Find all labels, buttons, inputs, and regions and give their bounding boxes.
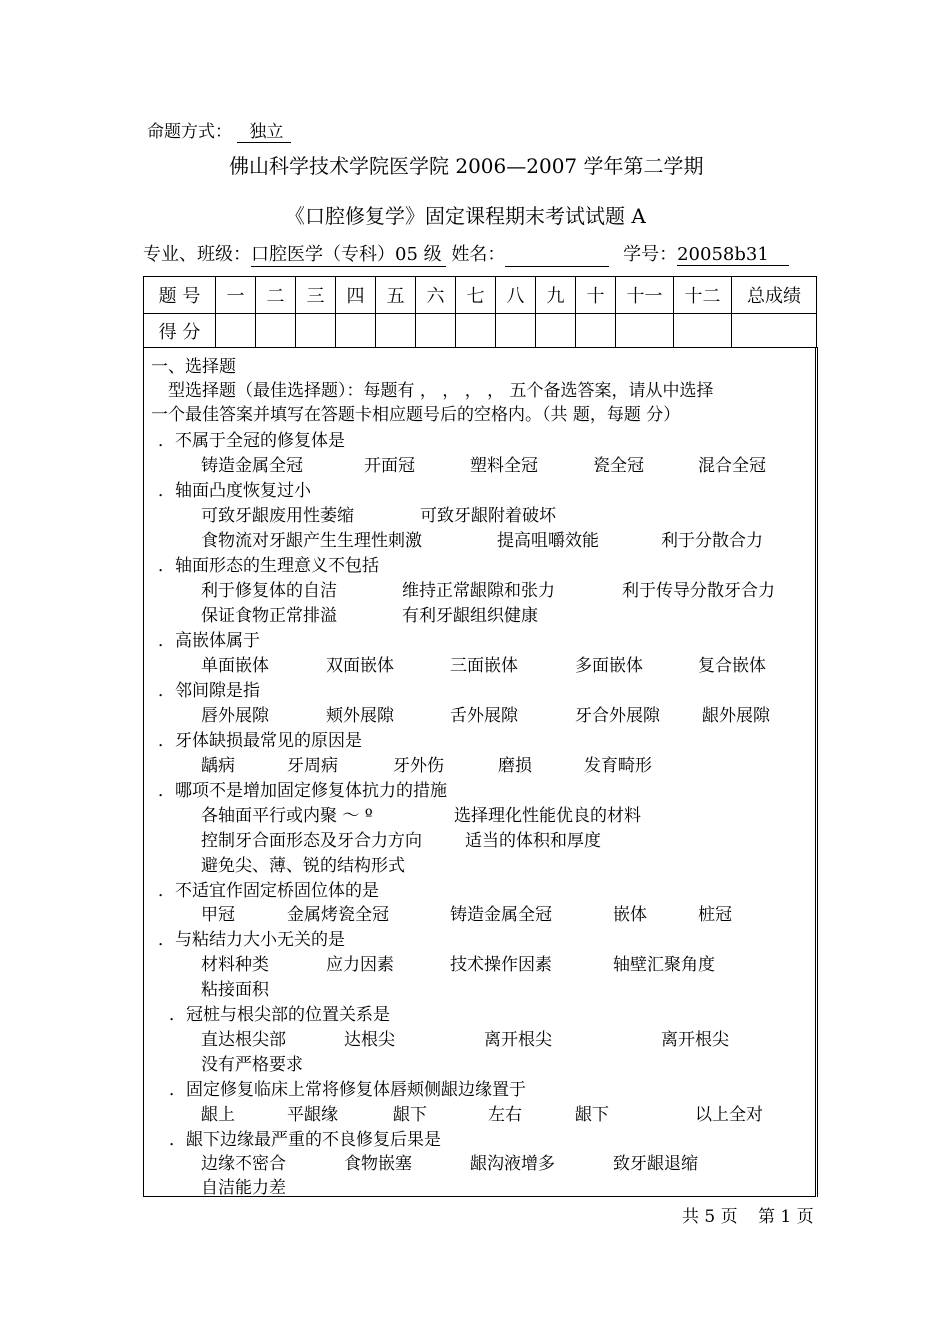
answer-option: 龈下 [393,1105,427,1125]
question-stem: ．高嵌体属于 [158,631,260,651]
answer-option: 龈沟液增多 [470,1154,555,1174]
answer-option: 食物流对牙龈产生生理性刺激 [201,531,422,551]
table-cell: 一 [216,277,256,314]
answer-option: 以上全对 [695,1105,763,1125]
score-cell[interactable] [376,314,416,348]
answer-option: 避免尖、薄、锐的结构形式 [201,856,405,876]
answer-option: 应力因素 [326,955,394,975]
answer-option: 金属烤瓷全冠 [287,905,389,925]
answer-option: 塑料全冠 [470,456,538,476]
score-table-header-row [144,277,817,314]
section-intro-bold: 型选择题 [168,381,236,401]
answer-option: 桩冠 [698,905,732,925]
answer-option: 复合嵌体 [698,656,766,676]
question-stem: ．冠桩与根尖部的位置关系是 [169,1005,390,1025]
score-cell[interactable] [336,314,376,348]
answer-option: 龈外展隙 [702,706,770,726]
exam-mode-value: 独立 [237,117,291,143]
answer-option: 控制牙合面形态及牙合力方向 [201,831,422,851]
answer-option: 甲冠 [201,905,235,925]
table-cell: 九 [536,277,576,314]
exam-mode [147,117,291,143]
answer-option: 龈上 [201,1105,235,1125]
answer-option: 可致牙龈废用性萎缩 [201,506,354,526]
student-id-value: 20058b31 [677,244,789,266]
answer-option: 适当的体积和厚度 [465,831,601,851]
exam-mode-label: 命题方式： [147,122,232,142]
table-cell: 七 [456,277,496,314]
answer-option: 舌外展隙 [450,706,518,726]
answer-option: 没有严格要求 [201,1055,303,1075]
answer-option: 磨损 [498,756,532,776]
score-cell[interactable] [456,314,496,348]
score-cell[interactable] [496,314,536,348]
question-stem: ．固定修复临床上常将修复体唇颊侧龈边缘置于 [169,1080,526,1100]
question-stem: ．不适宜作固定桥固位体的是 [158,881,379,901]
answer-option: 利于修复体的自洁 [201,581,337,601]
answer-option: 离开根尖 [484,1030,552,1050]
answer-option: 有利牙龈组织健康 [402,606,538,626]
table-cell: 五 [376,277,416,314]
score-table-score-row [144,314,817,348]
answer-option: 牙外伤 [393,756,444,776]
answer-option: 利于传导分散牙合力 [622,581,775,601]
answer-option: 可致牙龈附着破坏 [420,506,556,526]
section-intro-line1 [168,376,714,401]
question-stem: ．龈下边缘最严重的不良修复后果是 [169,1130,441,1150]
answer-option: 发育畸形 [584,756,652,776]
answer-option: 利于分散合力 [661,531,763,551]
answer-option: 多面嵌体 [575,656,643,676]
major-label: 专业、班级： [143,244,251,265]
name-label: 姓名： [451,244,506,265]
answer-option: 维持正常龈隙和张力 [402,581,555,601]
answer-option: 左右 [488,1105,522,1125]
answer-option: 食物嵌塞 [344,1154,412,1174]
student-id-label: 学号： [623,244,678,265]
answer-option: 牙合外展隙 [575,706,660,726]
answer-option: 技术操作因素 [450,955,552,975]
exam-title-school: 佛山科学技术学院医学院 2006—2007 学年第二学期 [229,154,704,178]
score-cell[interactable] [616,314,674,348]
answer-option: 瓷全冠 [593,456,644,476]
table-cell: 总成绩 [732,277,817,314]
section-heading: 一、选择题 [151,357,236,377]
answer-option: 混合全冠 [698,456,766,476]
question-stem: ．轴面凸度恢复过小 [158,481,311,501]
score-cell[interactable] [732,314,817,348]
divider [817,347,818,1197]
score-cell[interactable] [674,314,732,348]
exam-title-course: 《口腔修复学》固定课程期末考试试题 A [285,204,646,228]
student-info-line [143,240,789,267]
table-cell: 题 号 [144,277,216,314]
major-value: 口腔医学（专科）05 级 [251,240,446,267]
answer-option: 保证食物正常排溢 [201,606,337,626]
score-cell[interactable] [536,314,576,348]
name-value[interactable] [505,245,609,267]
table-cell: 四 [336,277,376,314]
answer-option: 材料种类 [201,955,269,975]
answer-option: 单面嵌体 [201,656,269,676]
answer-option: 达根尖 [344,1030,395,1050]
score-cell[interactable] [576,314,616,348]
answer-option: 双面嵌体 [326,656,394,676]
section-intro-text: （最佳选择题）：每题有 ， ， ， ， 五个备选答案，请从中选择 [236,381,714,401]
answer-option: 轴壁汇聚角度 [613,955,715,975]
table-cell: 八 [496,277,536,314]
table-cell: 得 分 [144,314,216,348]
table-cell: 六 [416,277,456,314]
answer-option: 唇外展隙 [201,706,269,726]
score-cell[interactable] [256,314,296,348]
answer-option: 开面冠 [364,456,415,476]
answer-option: 致牙龈退缩 [613,1154,698,1174]
answer-option: 铸造金属全冠 [450,905,552,925]
score-table [143,276,817,348]
answer-option: 直达根尖部 [201,1030,286,1050]
answer-option: 三面嵌体 [450,656,518,676]
answer-option: 平龈缘 [287,1105,338,1125]
table-cell: 三 [296,277,336,314]
question-stem: ．邻间隙是指 [158,681,260,701]
answer-option: 提高咀嚼效能 [497,531,599,551]
answer-option: 牙周病 [287,756,338,776]
table-cell: 十一 [616,277,674,314]
answer-option: 龈下 [575,1105,609,1125]
page-count: 共 5 页 [682,1207,738,1227]
score-cell[interactable] [296,314,336,348]
question-stem: ．哪项不是增加固定修复体抗力的措施 [158,781,447,801]
page-number: 第 1 页 [758,1207,814,1227]
question-stem: ．牙体缺损最常见的原因是 [158,731,362,751]
answer-option: 离开根尖 [661,1030,729,1050]
table-cell: 二 [256,277,296,314]
question-stem: ．不属于全冠的修复体是 [158,431,345,451]
answer-option: 嵌体 [613,905,647,925]
question-stem: ．轴面形态的生理意义不包括 [158,556,379,576]
answer-option: 铸造金属全冠 [201,456,303,476]
score-cell[interactable] [216,314,256,348]
section-intro-line2: 一个最佳答案并填写在答题卡相应题号后的空格内。（共 题，每题 分） [151,405,681,425]
answer-option: 自洁能力差 [201,1178,286,1198]
answer-option: 粘接面积 [201,980,269,1000]
question-stem: ．与粘结力大小无关的是 [158,930,345,950]
answer-option: 颊外展隙 [326,706,394,726]
answer-option: 选择理化性能优良的材料 [454,806,641,826]
answer-option: 边缘不密合 [201,1154,286,1174]
answer-option: 龋病 [201,756,235,776]
score-cell[interactable] [416,314,456,348]
table-cell: 十 [576,277,616,314]
table-cell: 十二 [674,277,732,314]
answer-option: 各轴面平行或内聚 ～ º [201,806,373,826]
